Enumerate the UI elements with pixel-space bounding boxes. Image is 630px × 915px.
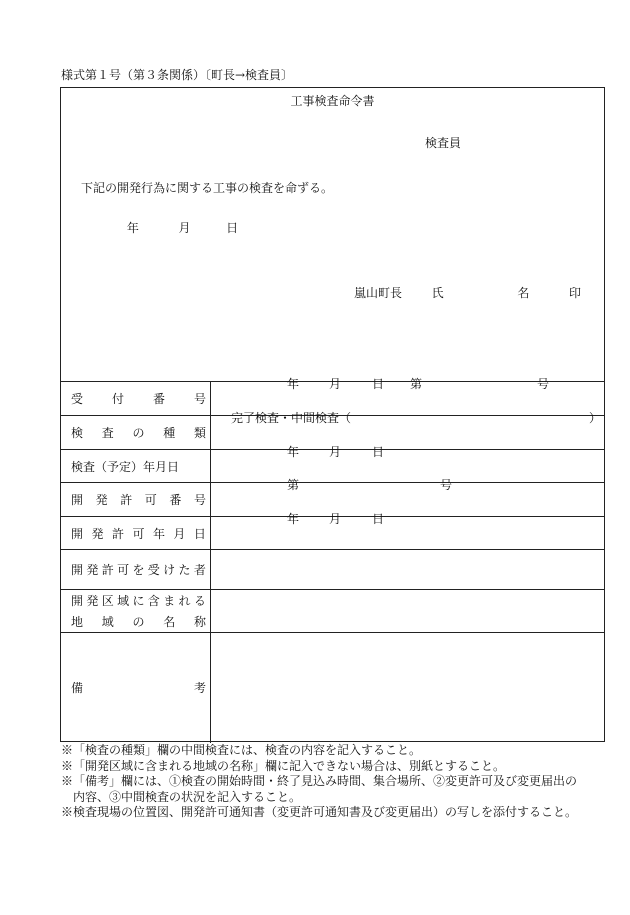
label-char: 許 xyxy=(101,563,114,577)
order-date-month: 月 xyxy=(178,221,191,235)
label-char: に xyxy=(132,594,145,608)
label-char: 域 xyxy=(117,594,130,608)
reception-go: 号 xyxy=(537,377,550,391)
label-char: 許 xyxy=(111,526,124,541)
mayor-office: 嵐山町長 xyxy=(354,286,403,300)
label-char: 可 xyxy=(144,493,157,507)
label-char: 号 xyxy=(193,392,206,406)
label-char: 号 xyxy=(193,493,206,507)
label-char: 発 xyxy=(91,526,104,541)
label-char: 者 xyxy=(193,563,206,577)
note-2: ※「開発区域に含まれる地域の名称」欄に記入できない場合は、別紙とすること。 xyxy=(61,758,506,773)
note-3: ※「備考」欄には、①検査の開始時間・終了見込み時間、集合場所、②変更許可及び変更届出の内容、③中間検査の状況を記入すること。 xyxy=(61,774,578,804)
detail-table xyxy=(61,377,604,743)
label-char: る xyxy=(193,594,206,608)
label-char: 日 xyxy=(193,526,206,541)
label-char: 査 xyxy=(101,426,114,440)
label-char: 開 xyxy=(71,493,84,507)
mayor-shi: 氏 xyxy=(431,286,444,300)
label-char: 区 xyxy=(101,594,114,608)
inspection-type-close: ） xyxy=(589,411,602,425)
remarks-field[interactable] xyxy=(211,633,605,743)
mayor-name: 名 xyxy=(517,286,530,300)
label-char: け xyxy=(163,563,176,577)
inspection-type-value: 完了検査・中間検査（ xyxy=(231,411,352,425)
table-row xyxy=(61,633,604,743)
form-caption: 様式第１号（第３条関係）〔町長→検査員〕 xyxy=(61,68,294,82)
permit-date-year: 年 xyxy=(287,512,300,526)
permit-number-go: 号 xyxy=(440,478,453,492)
label-char: た xyxy=(178,563,191,577)
permit-number-dai: 第 xyxy=(287,478,300,492)
order-date-day: 日 xyxy=(226,221,239,235)
reception-number-label xyxy=(61,382,211,416)
label-char: 含 xyxy=(147,594,160,608)
form-frame xyxy=(60,87,605,742)
permit-number-field[interactable] xyxy=(211,478,605,517)
table-row xyxy=(61,450,604,483)
inspection-type-label xyxy=(61,416,211,450)
label-char: 年 xyxy=(152,526,165,541)
inspection-date-year: 年 xyxy=(287,445,300,459)
label-char: 受 xyxy=(71,392,84,406)
label-char: 許 xyxy=(120,493,133,507)
label-char: 備 xyxy=(71,681,84,696)
label-char: 開 xyxy=(71,594,84,608)
label-char: 種 xyxy=(163,426,176,440)
note-4: ※検査現場の位置図、開発許可通知書（変更許可通知書及び変更届出）の写しを添付すること。 xyxy=(61,805,578,819)
label-char: を xyxy=(132,563,145,577)
inspection-type-field[interactable] xyxy=(211,411,605,450)
label-char: 開 xyxy=(71,563,84,577)
reception-dai: 第 xyxy=(410,377,423,391)
label-char: ま xyxy=(163,594,176,608)
label-char: 発 xyxy=(95,493,108,507)
label-char: 地 xyxy=(71,615,84,629)
label-char: 発 xyxy=(86,563,99,577)
permit-holder-label xyxy=(61,550,211,590)
inspection-date-label xyxy=(61,450,211,483)
label-char: の xyxy=(132,615,145,629)
note-1: ※「検査の種類」欄の中間検査には、検査の内容を記入すること。 xyxy=(61,743,422,757)
permit-date-label xyxy=(61,517,211,550)
label-char: 考 xyxy=(193,681,206,696)
order-section xyxy=(61,88,604,381)
label-char: 受 xyxy=(147,563,160,577)
label-char: れ xyxy=(178,594,191,608)
notes xyxy=(61,743,581,821)
permit-date-month: 月 xyxy=(329,512,342,526)
permit-date-field[interactable] xyxy=(211,512,605,550)
remarks-label xyxy=(61,633,211,743)
table-row xyxy=(61,550,604,590)
table-row xyxy=(61,517,604,550)
reception-month: 月 xyxy=(329,377,342,391)
permit-holder-field[interactable] xyxy=(211,550,605,590)
label-char: 類 xyxy=(193,426,206,440)
label-char: 付 xyxy=(111,392,124,406)
mayor-signature-line xyxy=(354,284,581,301)
label-char: 番 xyxy=(169,493,182,507)
label-char: 可 xyxy=(132,526,145,541)
inspection-date-day: 日 xyxy=(372,445,385,459)
inspection-date-field[interactable] xyxy=(211,445,605,483)
label-char: 名 xyxy=(163,615,176,629)
label-char: 称 xyxy=(193,615,206,629)
permit-date-day: 日 xyxy=(372,512,385,526)
area-name-label xyxy=(61,590,211,633)
inspection-date-month: 月 xyxy=(329,445,342,459)
label-char: 開 xyxy=(71,526,84,541)
order-date xyxy=(123,219,238,236)
label-char: 検 xyxy=(71,426,84,440)
label-char: 発 xyxy=(86,594,99,608)
table-row xyxy=(61,590,604,633)
reception-year: 年 xyxy=(287,377,300,391)
seal-mark: 印 xyxy=(569,286,582,300)
label-char: 月 xyxy=(173,526,186,541)
inspector-label: 検査員 xyxy=(425,136,462,150)
label-char: の xyxy=(132,426,145,440)
label-char: 域 xyxy=(101,615,114,629)
label-char: 番 xyxy=(152,392,165,406)
inspection-date-label-text: 検査（予定）年月日 xyxy=(71,459,180,474)
order-sentence: 下記の開発行為に関する工事の検査を命ずる。 xyxy=(81,181,334,195)
permit-number-label xyxy=(61,483,211,517)
order-title: 工事検査命令書 xyxy=(290,94,375,108)
reception-day: 日 xyxy=(372,377,385,391)
area-name-field[interactable] xyxy=(211,590,605,633)
label-char: 可 xyxy=(117,563,130,577)
order-date-year: 年 xyxy=(126,221,139,235)
